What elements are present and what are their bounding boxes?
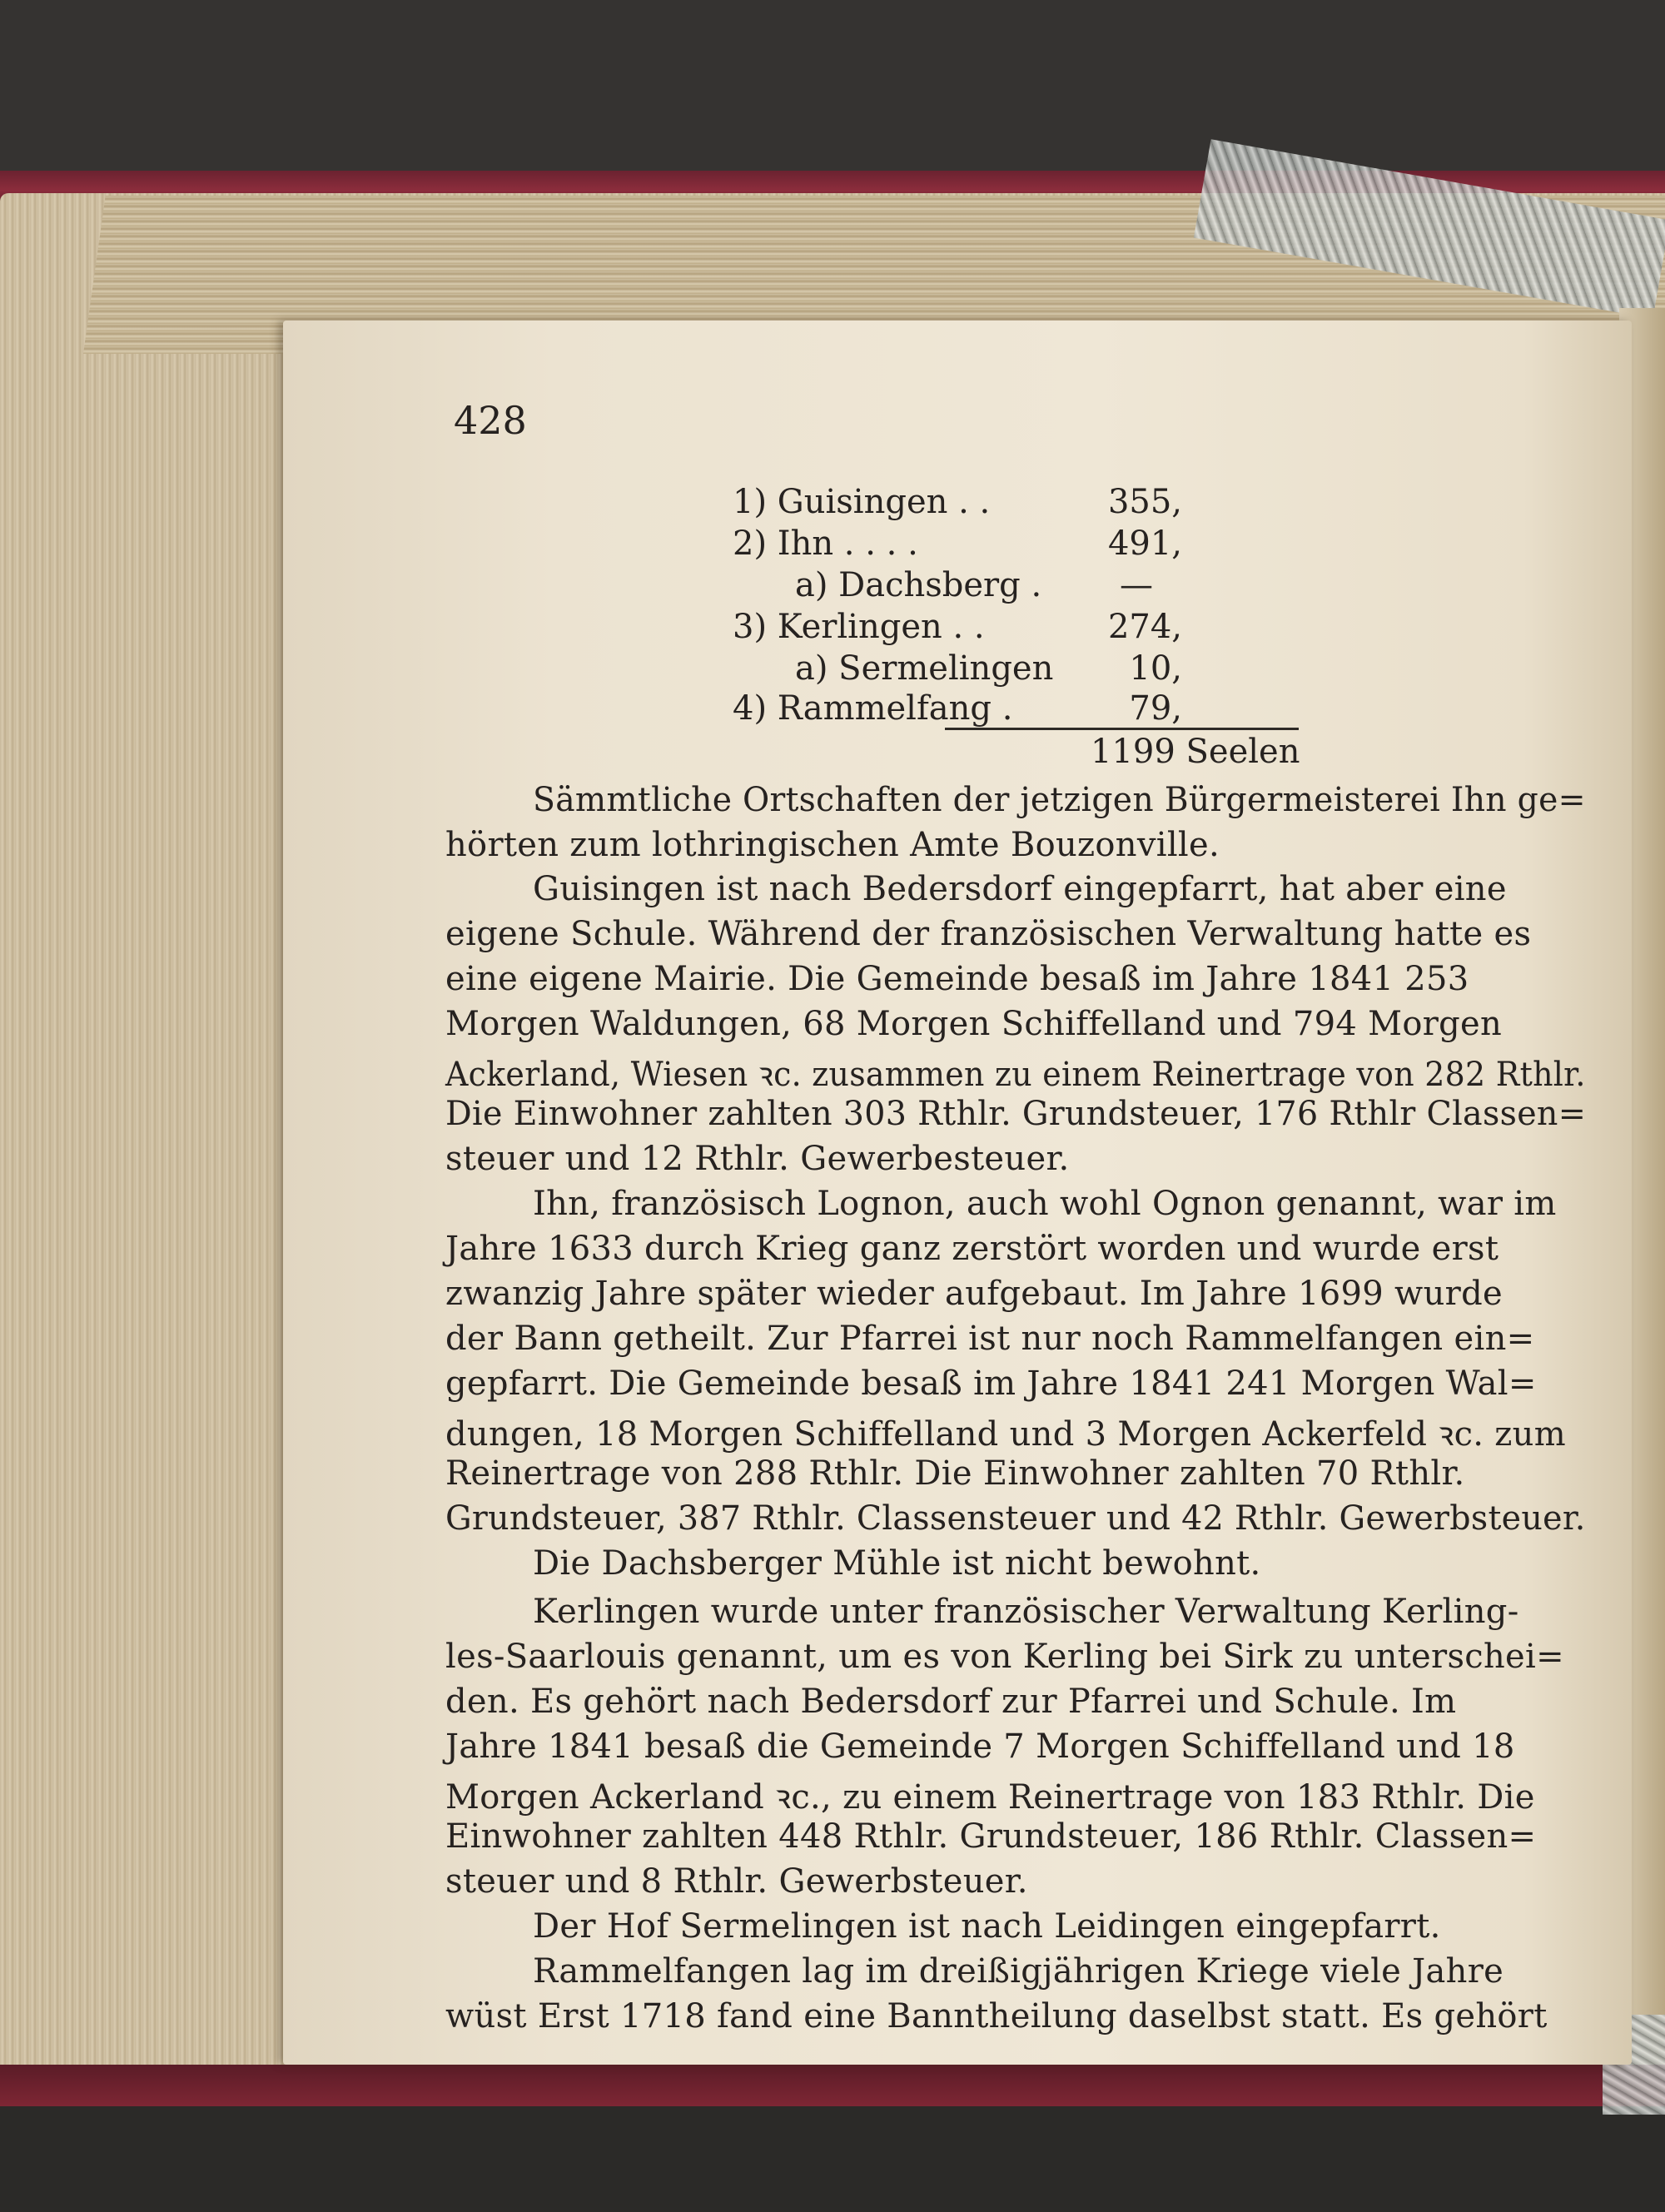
table-row-value: — — [1120, 566, 1153, 604]
text-line: Sämmtliche Ortschaften der jetzigen Bürgermeisterei Ihn ge= — [533, 781, 1586, 819]
text-line: Kerlingen wurde unter französischer Verwaltung Kerling- — [533, 1593, 1519, 1631]
text-line: eigene Schule. Während der französischen Verwaltung hatte es — [445, 915, 1532, 953]
table-row-name: 2) Ihn . . . . — [733, 524, 918, 563]
text-line: hörten zum lothringischen Amte Bouzonville. — [445, 826, 1220, 864]
text-line: den. Es gehört nach Bedersdorf zur Pfarrei und Schule. Im — [445, 1683, 1457, 1721]
page-number: 428 — [454, 398, 527, 443]
table-row-value: 274, — [1107, 608, 1182, 646]
table-row-value: 355, — [1107, 483, 1182, 521]
text-line: der Bann getheilt. Zur Pfarrei ist nur noch Rammelfangen ein= — [445, 1320, 1535, 1358]
sum-rule — [945, 728, 1299, 730]
table-total: 1199 Seelen — [1091, 733, 1300, 771]
table-row-value: 10, — [1129, 649, 1182, 688]
table-row-name: 4) Rammelfang . — [733, 689, 1013, 728]
text-line: gepfarrt. Die Gemeinde besaß im Jahre 1841 241 Morgen Wal= — [445, 1364, 1537, 1403]
text-line: Morgen Ackerland ꝛc., zu einem Reinertrage von 183 Rthlr. Die — [445, 1778, 1535, 1817]
text-line: Jahre 1633 durch Krieg ganz zerstört worden und wurde erst — [445, 1230, 1499, 1268]
table-row-name: a) Dachsberg . — [795, 566, 1042, 604]
text-line: Der Hof Sermelingen ist nach Leidingen eingepfarrt. — [533, 1907, 1441, 1946]
text-line: Die Dachsberger Mühle ist nicht bewohnt. — [533, 1544, 1261, 1583]
table-row-name: 1) Guisingen . . — [733, 483, 991, 521]
table-row-name: a) Sermelingen — [795, 649, 1054, 688]
scanner-background-top — [0, 0, 1665, 171]
text-line: wüst Erst 1718 fand eine Banntheilung daselbst statt. Es gehört — [445, 1997, 1548, 2036]
text-line: zwanzig Jahre später wieder aufgebaut. Im Jahre 1699 wurde — [445, 1275, 1503, 1313]
text-line: Ackerland, Wiesen ꝛc. zusammen zu einem Reinertrage von 282 Rthlr. — [445, 1056, 1586, 1094]
text-line: Morgen Waldungen, 68 Morgen Schiffelland und 794 Morgen — [445, 1005, 1503, 1043]
text-line: eine eigene Mairie. Die Gemeinde besaß im Jahre 1841 253 — [445, 960, 1469, 998]
text-line: les-Saarlouis genannt, um es von Kerling bei Sirk zu unterschei= — [445, 1638, 1564, 1676]
table-row-value: 491, — [1107, 524, 1182, 563]
text-line: Guisingen ist nach Bedersdorf eingepfarrt, hat aber eine — [533, 870, 1507, 908]
text-line: Einwohner zahlten 448 Rthlr. Grundsteuer, 186 Rthlr. Classen= — [445, 1817, 1537, 1856]
text-line: Ihn, französisch Lognon, auch wohl Ognon genannt, war im — [533, 1185, 1557, 1223]
text-line: steuer und 8 Rthlr. Gewerbsteuer. — [445, 1862, 1028, 1901]
table-row-name: 3) Kerlingen . . — [733, 608, 985, 646]
text-line: dungen, 18 Morgen Schiffelland und 3 Morgen Ackerfeld ꝛc. zum — [445, 1415, 1566, 1454]
text-line: Grundsteuer, 387 Rthlr. Classensteuer und 42 Rthlr. Gewerbsteuer. — [445, 1499, 1586, 1538]
table-row-value: 79, — [1129, 689, 1182, 728]
text-line: Reinertrage von 288 Rthlr. Die Einwohner zahlten 70 Rthlr. — [445, 1454, 1465, 1493]
book-cover-edge-bottom — [0, 2065, 1665, 2106]
text-line: steuer und 12 Rthlr. Gewerbesteuer. — [445, 1140, 1070, 1178]
text-line: Jahre 1841 besaß die Gemeinde 7 Morgen Schiffelland und 18 — [445, 1727, 1515, 1766]
scanner-background-bottom — [0, 2106, 1665, 2212]
text-line: Rammelfangen lag im dreißigjährigen Kriege viele Jahre — [533, 1952, 1504, 1991]
text-line: Die Einwohner zahlten 303 Rthlr. Grundsteuer, 176 Rthlr Classen= — [445, 1095, 1587, 1133]
